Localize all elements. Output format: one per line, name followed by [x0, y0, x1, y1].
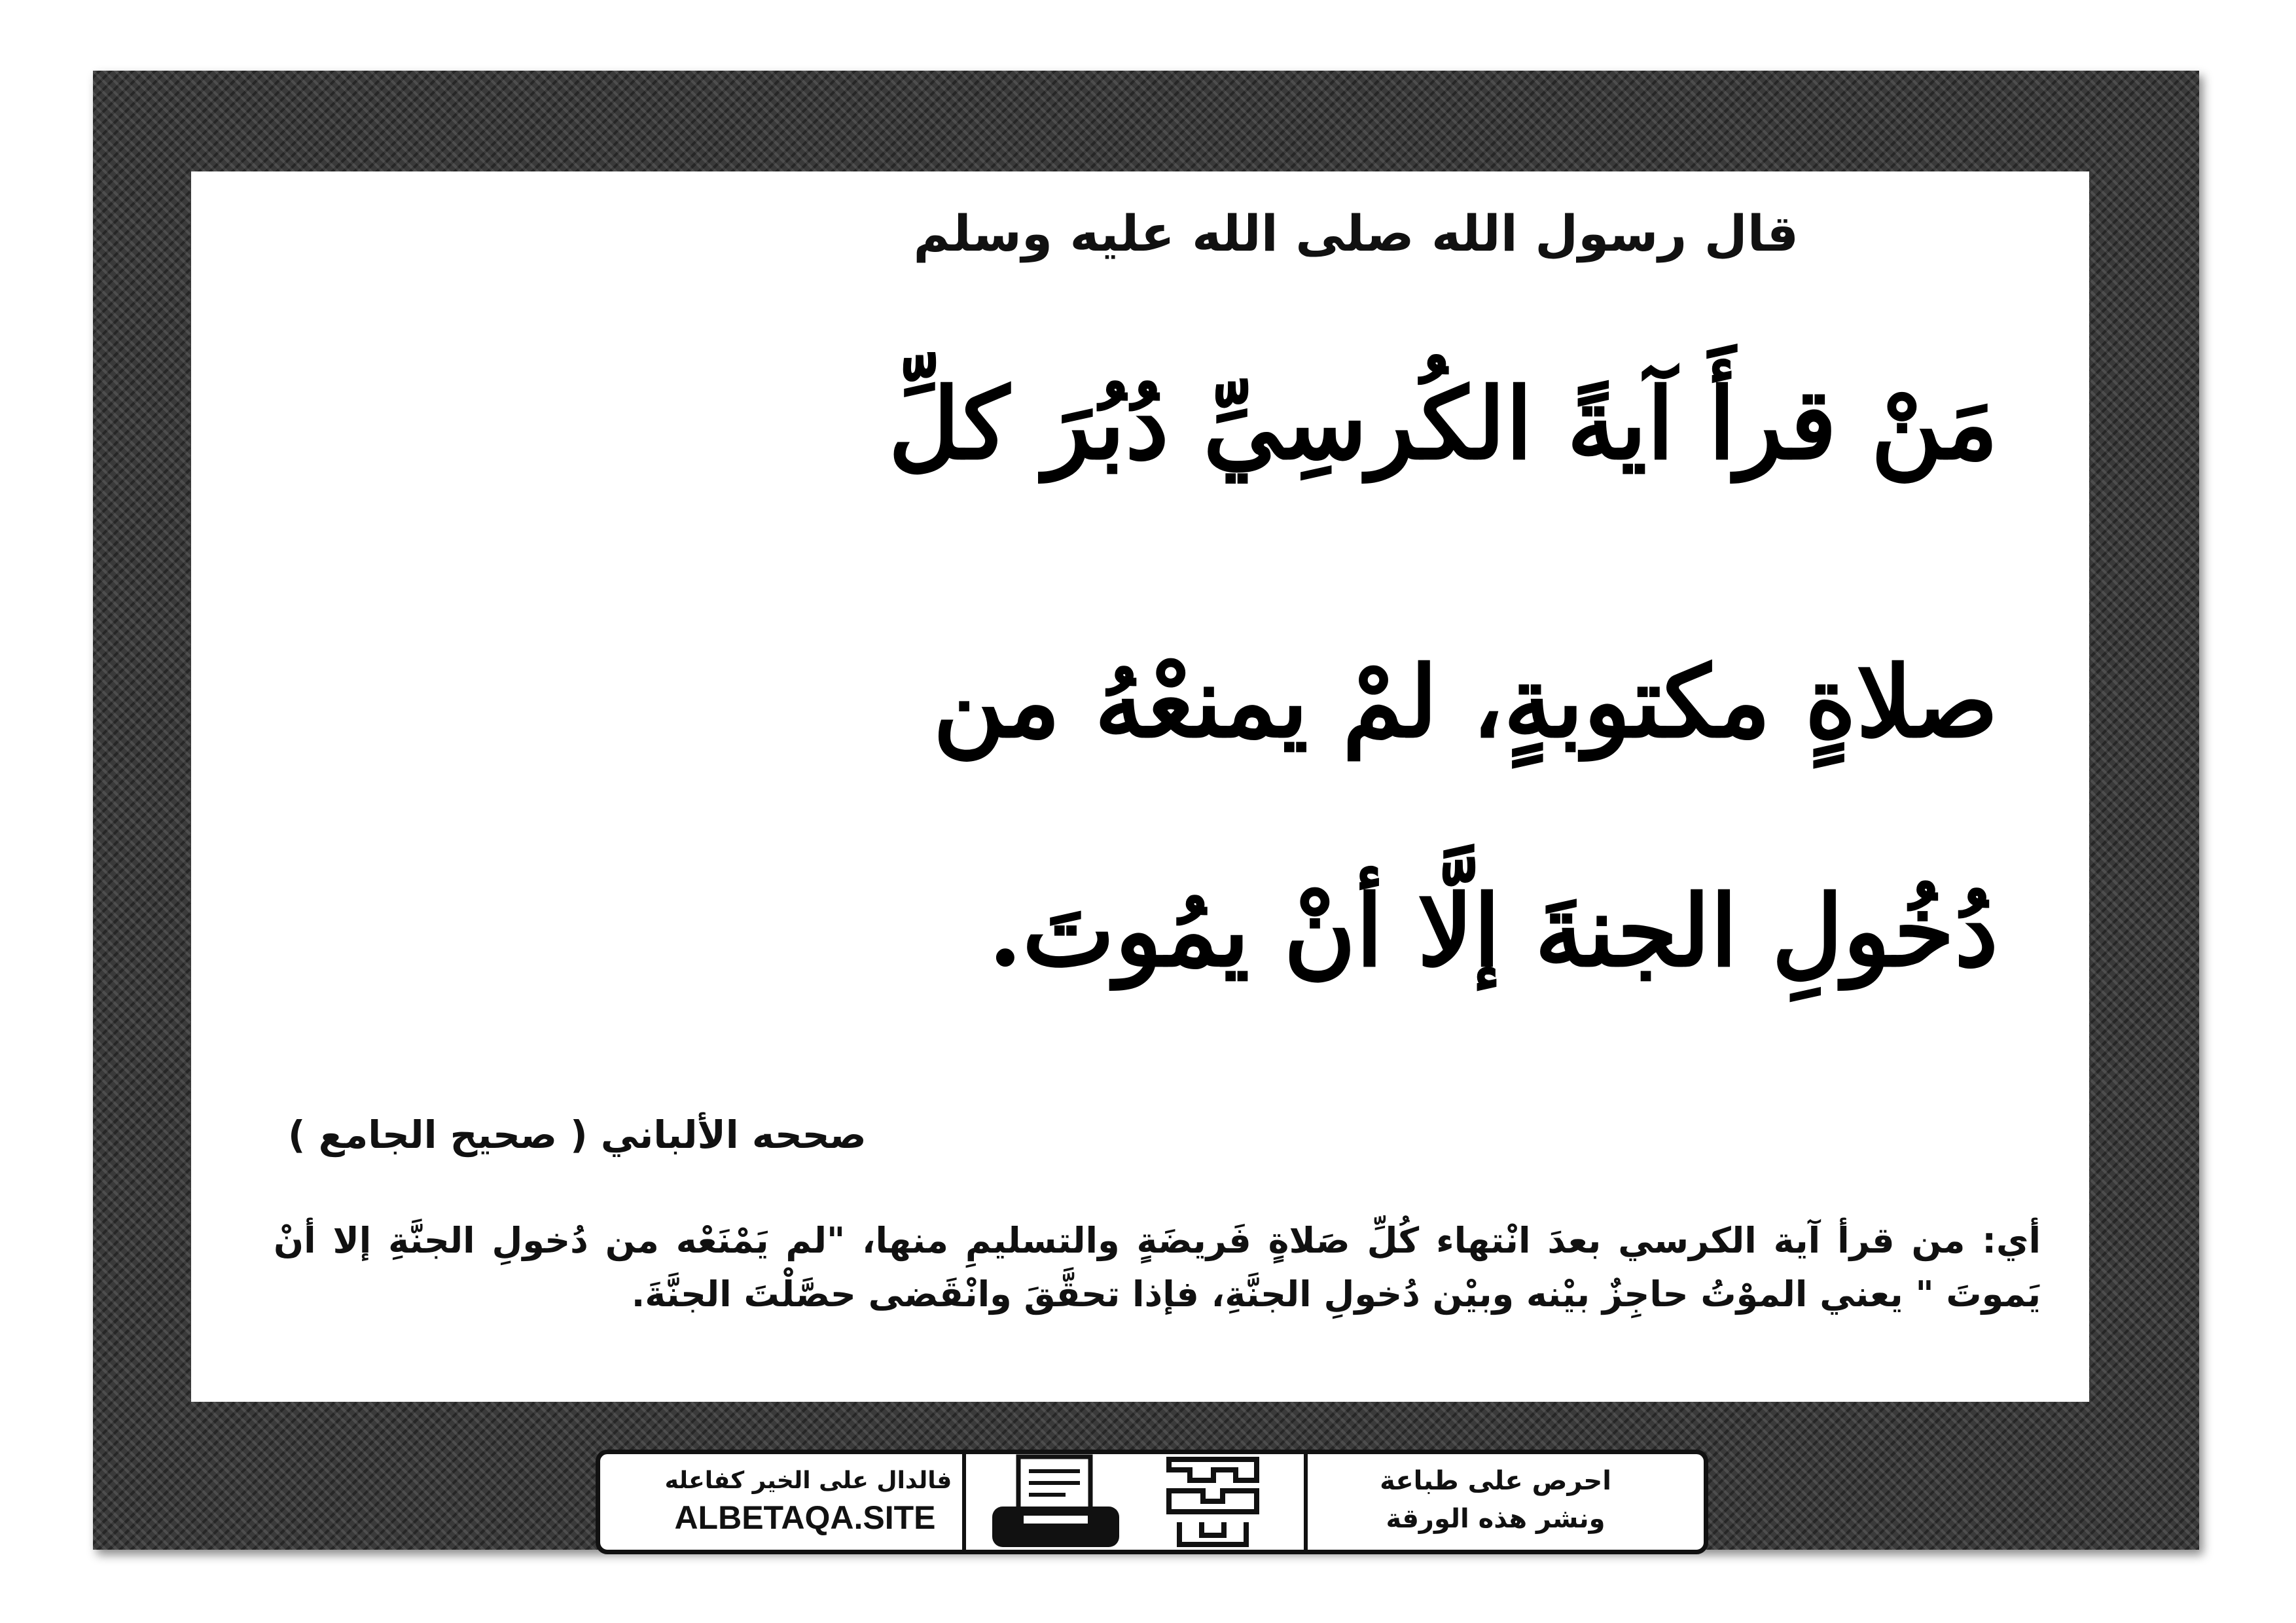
kufic-logo-icon [1164, 1454, 1262, 1550]
hadith-line-1: مَنْ قرأَ آيةً الكُرسِيِّ دُبُرَ كلِّ [888, 366, 1998, 482]
footer-proverb: فالدال على الخير كفاعله [664, 1467, 952, 1494]
hadith-line-3: دُخُولِ الجنةَ إلَّا أنْ يمُوتَ. [988, 874, 1998, 989]
hadith-explanation: أي: من قرأ آية الكرسي بعدَ انْتهاء كُلِّ صَلاةٍ فَريضَةٍ والتسليمِ منها، "لم يَمْنَعْه من دُخولِ الجنَّةِ إلا أنْ يَموتَ " يعني الموْتُ حاجِزٌ بيْنه وبيْن دُخولِ الجنَّةِ، فإذا تحقَّقَ وانْقَضى حصَّلْتَ الجنَّةَ. [274, 1220, 2041, 1315]
footer-print-appeal-2: ونشر هذه الورقة [1386, 1504, 1605, 1534]
hadith-intro: قال رسول الله صلى الله عليه وسلم [913, 204, 1799, 262]
footer-divider-2 [1304, 1454, 1308, 1550]
printer-icon [987, 1453, 1124, 1551]
hadith-line-2: صلاةٍ مكتوبةٍ، لمْ يمنعْهُ من [933, 645, 1998, 760]
footer-site-link[interactable]: ALBETAQA.SITE [674, 1499, 936, 1536]
hadith-source: صححه الألباني ( صحيح الجامع ) [288, 1113, 867, 1157]
footer-divider [962, 1454, 966, 1550]
footer-print-appeal-1: احرص على طباعة [1380, 1466, 1611, 1496]
